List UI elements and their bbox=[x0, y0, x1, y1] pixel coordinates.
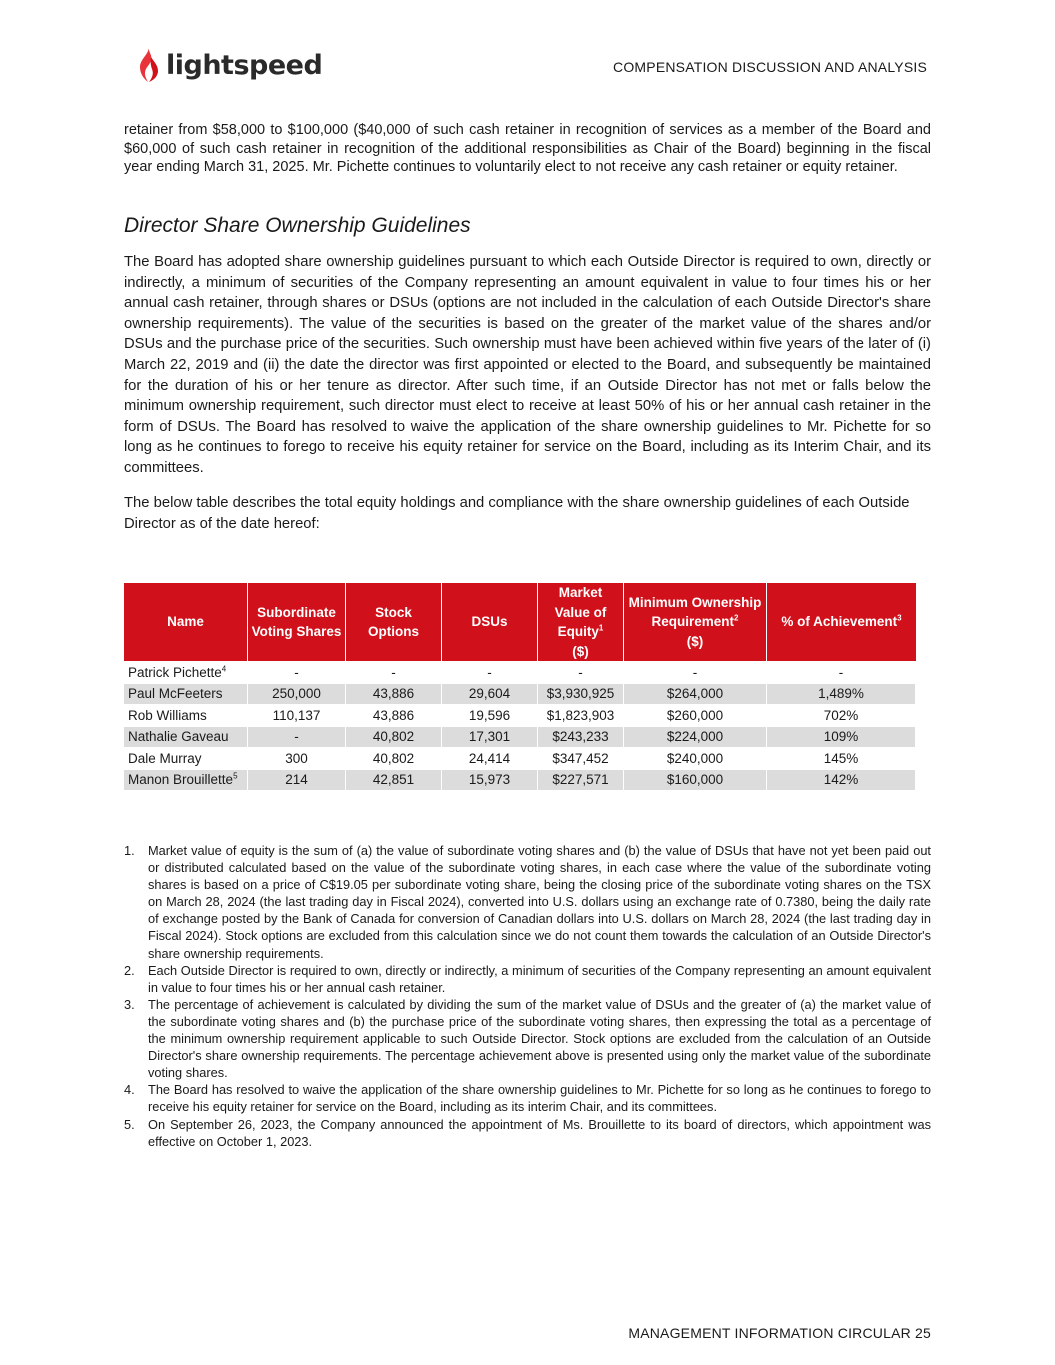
table-row bbox=[124, 726, 916, 748]
col-header-name: Name bbox=[124, 583, 248, 661]
footnote-number: 5. bbox=[124, 1116, 135, 1132]
cell-dsus: 29,604 bbox=[442, 683, 538, 705]
footnote-item bbox=[124, 962, 931, 996]
cell-dsus: 15,973 bbox=[442, 769, 538, 791]
cell-market-value: $347,452 bbox=[538, 747, 624, 769]
cell-min-req: $160,000 bbox=[624, 769, 767, 791]
cell-dsus: 19,596 bbox=[442, 704, 538, 726]
cell-name: Dale Murray bbox=[124, 747, 248, 769]
table-row bbox=[124, 704, 916, 726]
cell-min-req: $264,000 bbox=[624, 683, 767, 705]
company-logo bbox=[136, 47, 322, 83]
footnote-number: 3. bbox=[124, 996, 135, 1012]
section-title: COMPENSATION DISCUSSION AND ANALYSIS bbox=[613, 59, 927, 75]
cell-achievement: - bbox=[767, 661, 916, 683]
cell-svs: - bbox=[248, 661, 346, 683]
cell-options: 43,886 bbox=[346, 704, 442, 726]
cell-svs: 214 bbox=[248, 769, 346, 791]
cell-achievement: 145% bbox=[767, 747, 916, 769]
table-row bbox=[124, 747, 916, 769]
cell-achievement: 109% bbox=[767, 726, 916, 748]
cell-market-value: - bbox=[538, 661, 624, 683]
cell-market-value: $1,823,903 bbox=[538, 704, 624, 726]
footnote-number: 2. bbox=[124, 962, 135, 978]
footnote-text: Each Outside Director is required to own, directly or indirectly, a minimum of securities of the Company representing an amount equivalent in value to four times his or her annual cash retainer. bbox=[148, 962, 931, 995]
cell-name: Paul McFeeters bbox=[124, 683, 248, 705]
cell-market-value: $227,571 bbox=[538, 769, 624, 791]
cell-min-req: $240,000 bbox=[624, 747, 767, 769]
cell-min-req: $260,000 bbox=[624, 704, 767, 726]
equity-holdings-table bbox=[124, 583, 916, 790]
table-row bbox=[124, 661, 916, 683]
cell-svs: 300 bbox=[248, 747, 346, 769]
cell-svs: 110,137 bbox=[248, 704, 346, 726]
col-header-options: Stock Options bbox=[346, 583, 442, 661]
main-content bbox=[124, 121, 931, 532]
cell-achievement: 1,489% bbox=[767, 683, 916, 705]
cell-dsus: - bbox=[442, 661, 538, 683]
footnote-number: 4. bbox=[124, 1082, 135, 1098]
cell-svs: 250,000 bbox=[248, 683, 346, 705]
footnote-text: On September 26, 2023, the Company announced the appointment of Ms. Brouillette to its board of directors, which appointment was effective on October 1, 2023. bbox=[148, 1116, 931, 1149]
footnote-item bbox=[124, 1116, 931, 1150]
col-header-dsus: DSUs bbox=[442, 583, 538, 661]
cell-options: 42,851 bbox=[346, 769, 442, 791]
cell-market-value: $3,930,925 bbox=[538, 683, 624, 705]
cell-achievement: 702% bbox=[767, 704, 916, 726]
intro-paragraph: retainer from $58,000 to $100,000 ($40,000 of such cash retainer in recognition of services as a member of the Board and $60,000 of such cash retainer in recognition of the additional responsibilities as Chair of the Board) beginning in the fiscal year ending March 31, 2025. Mr. Pichette continues to voluntarily elect to not receive any cash retainer or equity retainer. bbox=[124, 122, 931, 175]
cell-options: 40,802 bbox=[346, 747, 442, 769]
cell-dsus: 24,414 bbox=[442, 747, 538, 769]
cell-name: Rob Williams bbox=[124, 704, 248, 726]
footnote-text: The Board has resolved to waive the application of the share ownership guidelines to Mr. Pichette for so long as he continues to forego to receive his equity retainer for service on the Board, including as its interim Chair, and its committees. bbox=[148, 1082, 931, 1115]
cell-dsus: 17,301 bbox=[442, 726, 538, 748]
col-header-svs: Subordinate Voting Shares bbox=[248, 583, 346, 661]
cell-min-req: $224,000 bbox=[624, 726, 767, 748]
flame-logo-icon bbox=[136, 47, 162, 83]
table-intro: The below table describes the total equity holdings and compliance with the share ownership guidelines of each Outside Director as of the date hereof: bbox=[124, 495, 910, 532]
footnote-item bbox=[124, 842, 931, 962]
page-footer: MANAGEMENT INFORMATION CIRCULAR 25 bbox=[628, 1325, 931, 1341]
footnotes-list bbox=[124, 842, 931, 1150]
cell-name: Manon Brouillette$^5$ bbox=[124, 769, 248, 791]
footnote-text: Market value of equity is the sum of (a) the value of subordinate voting shares and (b) the value of DSUs that have not yet been paid out or distributed calculated based on the value of the subordinate voting shares, in each case where the value of the subordinate voting shares is based on a price of C$19.05 per subordinate voting share, being the closing price of the subordinate voting shares on the TSX on March 28, 2024 (the last trading day in Fiscal 2024), converted into U.S. dollars using an exchange rate of 0.7380, being the daily rate of exchange posted by the Bank of Canada for conversion of Canadian dollars into U.S. dollars on March 28, 2024 (the last trading day in Fiscal 2024). Stock options are excluded from this calculation since we do not count them towards the calculation of an Outside Director's share ownership requirements. bbox=[148, 843, 931, 961]
cell-name: Patrick Pichette$^4$ bbox=[124, 661, 248, 683]
col-header-achievement: % of Achievement$^3$ bbox=[767, 583, 916, 661]
col-header-min-ownership: Minimum Ownership Requirement$^2$ ($) bbox=[624, 583, 767, 661]
cell-achievement: 142% bbox=[767, 769, 916, 791]
footnote-item bbox=[124, 996, 931, 1081]
col-header-market-value: Market Value of Equity$^1$ ($) bbox=[538, 583, 624, 661]
table-row bbox=[124, 683, 916, 705]
footnote-item bbox=[124, 1081, 931, 1115]
logo-wordmark: lightspeed bbox=[166, 49, 323, 81]
section-heading: Director Share Ownership Guidelines bbox=[124, 214, 471, 237]
cell-options: 40,802 bbox=[346, 726, 442, 748]
footnote-number: 1. bbox=[124, 843, 135, 858]
cell-svs: - bbox=[248, 726, 346, 748]
cell-min-req: - bbox=[624, 661, 767, 683]
cell-market-value: $243,233 bbox=[538, 726, 624, 748]
guidelines-paragraph: The Board has adopted share ownership guidelines pursuant to which each Outside Director is required to own, directly or indirectly, a minimum of securities of the Company representing an amount equivalent in value to four times his or her annual cash retainer, through shares or DSUs (options are not included in the calculation of each Outside Director's share ownership requirements). The value of the securities is based on the greater of the market value of the shares and/or DSUs and the purchase price of the securities. Such ownership must have been achieved within five years of the later of (i) March 22, 2019 and (ii) the date the director was first appointed or elected to the Board, and subsequently be maintained for the duration of his or her tenure as director. After such time, if an Outside Director has not met or falls below the minimum ownership requirement, such director must elect to receive at least 50% of his or her annual cash retainer in the form of DSUs. The Board has resolved to waive the application of the share ownership guidelines to Mr. Pichette for so long as he continues to forego to receive his equity retainer for service on the Board, including as its Interim Chair, and its committees. bbox=[124, 254, 931, 476]
cell-options: 43,886 bbox=[346, 683, 442, 705]
table-header-row bbox=[124, 583, 916, 661]
table-row bbox=[124, 769, 916, 791]
cell-options: - bbox=[346, 661, 442, 683]
footnote-text: The percentage of achievement is calculated by dividing the sum of the market value of DSUs and the greater of (a) the market value of the subordinate voting shares and (b) the purchase price of the subordinate voting shares, then expressing the total as a percentage of the minimum ownership requirement applicable to such Outside Director. Stock options are excluded from the calculation of an Outside Director's share ownership requirements. The percentage achievement above is presented using only the market value of the subordinate voting shares. bbox=[148, 996, 931, 1081]
cell-name: Nathalie Gaveau bbox=[124, 726, 248, 748]
